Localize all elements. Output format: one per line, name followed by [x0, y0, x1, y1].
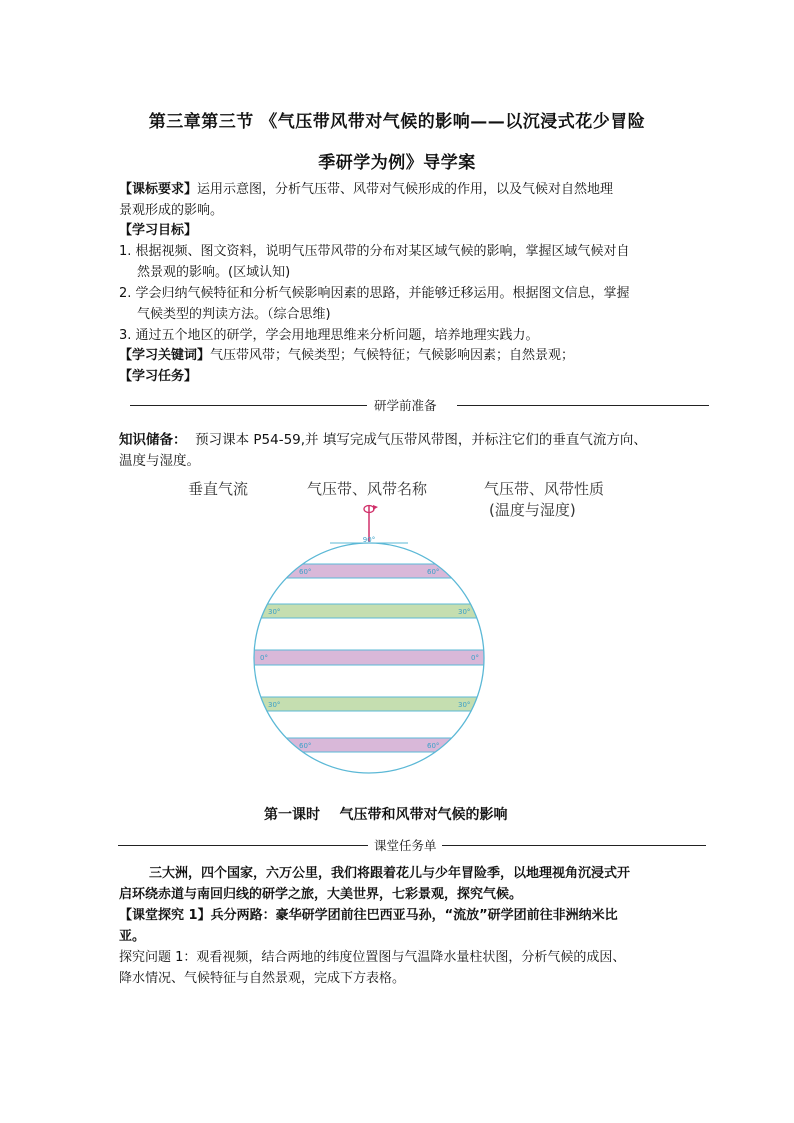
keywords-text: 气压带风带；气候类型；气候特征；气候影响因素；自然景观；: [210, 348, 575, 363]
prep-text1: 预习课本 P54-59,并 填写完成气压带风带图，并标注它们的垂直气流方向、: [195, 432, 647, 448]
course-req-line2: 景观形成的影响。: [119, 203, 224, 218]
col-belt-property: 气压带、风带性质: [484, 480, 605, 498]
lat-label-60n-right: 60°: [427, 568, 440, 576]
col-belt-name: 气压带、风带名称: [307, 480, 428, 498]
pressure-belt-globe: [240, 495, 500, 785]
goal-item-1-cont: 然景观的影响。(区域认知): [137, 265, 291, 280]
prep-label: 知识储备：: [119, 432, 187, 448]
doc-title-line1: 第三章第三节 《气压带风带对气候的影响——以沉浸式花少冒险: [148, 112, 646, 132]
lat-label-0-right: 0°: [471, 654, 479, 662]
goal-item-2-cont: 气候类型的判读方法。（综合思维): [137, 307, 331, 322]
explore1-line1: 【课堂探究 1】兵分两路：豪华研学团前往巴西亚马孙，“流放”研学团前往非洲纳米比: [119, 908, 618, 923]
col-belt-property-sub: (温度与湿度): [489, 501, 576, 519]
goal-item-3: 3. 通过五个地区的研学，学会用地理思维来分析问题，培养地理实践力。: [119, 328, 539, 343]
belt-band-30s: [250, 697, 490, 711]
lat-label-30n-left: 30°: [268, 608, 281, 616]
section-class-task-title: 课堂任务单: [374, 838, 437, 853]
question1-line1: 探究问题 1：观看视频，结合两地的纬度位置图与气温降水量柱状图，分析气候的成因、: [119, 950, 626, 965]
question1-line2: 降水情况、气候特征与自然景观，完成下方表格。: [119, 971, 406, 986]
course-req-label: 【课标要求】: [119, 182, 198, 197]
tasks-label: 【学习任务】: [119, 369, 198, 384]
belt-band-30n: [250, 604, 490, 618]
lesson-title: 第一课时 气压带和风带对气候的影响: [264, 807, 508, 823]
separator-left-2: [118, 845, 368, 846]
separator-right-2: [442, 845, 706, 846]
belt-band-equator: [250, 650, 490, 665]
goals-label: 【学习目标】: [119, 223, 198, 238]
lat-label-0-left: 0°: [260, 654, 268, 662]
col-vertical-flow: 垂直气流: [188, 480, 249, 498]
separator-right: [457, 405, 709, 406]
lat-label-60n-left: 60°: [299, 568, 312, 576]
section-prep-title: 研学前准备: [374, 398, 437, 413]
intro-line2: 启环绕赤道与南回归线的研学之旅，大美世界，七彩景观，探究气候。: [119, 887, 523, 902]
lat-label-30s-left: 30°: [268, 701, 281, 709]
belt-band-60n: [250, 564, 490, 578]
intro-line1: 三大洲，四个国家，六万公里，我们将跟着花儿与少年冒险季，以地理视角沉浸式开: [149, 866, 631, 881]
course-req-text1: 运用示意图，分析气压带、风带对气候形成的作用，以及气候对自然地理: [197, 182, 614, 197]
prep-line1: [119, 431, 647, 449]
lat-label-90: 90°: [362, 536, 376, 544]
lat-label-30s-right: 30°: [458, 701, 471, 709]
keywords-line: [119, 347, 574, 365]
lat-label-60s-right: 60°: [427, 742, 440, 750]
lat-label-30n-right: 30°: [458, 608, 471, 616]
goal-item-2: 2. 学会归纳气候特征和分析气候影响因素的思路，并能够迁移运用。根据图文信息，掌握: [119, 286, 630, 301]
prep-line2: 温度与湿度。: [119, 453, 200, 469]
lat-label-60s-left: 60°: [299, 742, 312, 750]
goal-item-1: 1. 根据视频、图文资料，说明气压带风带的分布对某区域气候的影响，掌握区域气候对自: [119, 244, 630, 259]
course-req-line1: [119, 181, 613, 199]
explore1-line2: 亚。: [119, 929, 146, 944]
keywords-label: 【学习关键词】: [119, 348, 211, 363]
separator-left: [130, 405, 367, 406]
belt-band-60s: [250, 738, 490, 752]
doc-title-line2: 季研学为例》导学案: [318, 153, 476, 173]
